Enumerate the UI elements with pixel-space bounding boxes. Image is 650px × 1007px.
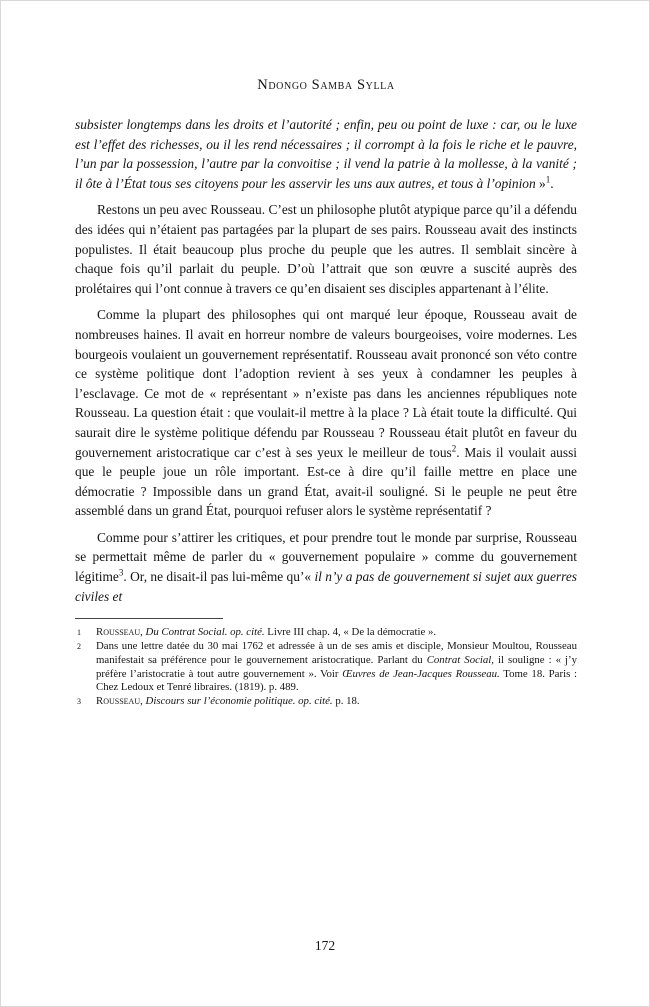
text-segment: . [550,175,554,191]
text-segment: . Or, ne disait-il pas lui-même qu’« [123,569,315,585]
text-segment: Œuvres de Jean-Jacques Rousseau. [342,667,500,680]
footnote-number: 3 [77,697,81,707]
paragraph [75,305,577,521]
text-segment: il n’y a pas de gouvernement si sujet aux guerres civiles et [75,569,577,604]
footnote-number: 2 [77,642,81,652]
page-number: 172 [314,938,336,953]
running-head: Ndongo Samba Sylla [257,77,395,93]
text-segment: p. 18. [332,695,360,708]
text-segment: Du Contrat Social. op. cité. [145,626,265,639]
footnote-separator [75,618,223,619]
footnote-reference: 3 [118,567,124,578]
text-segment: , il souligne : « j’y préfère l’aristocratie à tout autre gouvernement ». Voir [96,653,577,680]
text-segment: Rousseau [96,695,141,708]
footnotes [75,626,577,709]
text-segment: Comme la plupart des philosophes qui ont marqué leur époque, Rousseau avait de nombreuses haines. Il avait en horreur nombre de valeurs bourgeoises, voire modernes. Les bourgeois voulaient un gouvernement représentatif. Rousseau avait prononcé son véto contre ce système politique dont l’adoption revient à ses yeux à condamner les peuples à l’esclavage. Ce mot de « représentant » n’existe pas dans les anciennes républiques note Rousseau. La question était : que voulait-il mettre à la place ? Là était toute la difficulté. Qui saurait dire le système politique défendu par Rousseau ? Rousseau était plutôt en faveur du gouvernement aristocratique car c’est à ses yeux le meilleur de tous [75,307,577,460]
footnote-reference: 2 [451,443,457,454]
paragraph [75,200,577,298]
text-segment: subsister longtemps dans les droits et l’autorité ; enfin, peu ou point de luxe : car, ou le luxe est l’effet des richesses, ou il les rend nécessaires ; il corrompt à la fois le riche et le pauvre, l’un par la possession, l’autre par la convoitise ; il vend la patrie à la mollesse, à la vanité ; il ôte à l’État tous ses citoyens pour les asservir les uns aux autres, et tous à l’opinion [75,117,577,191]
text-segment: , [140,626,146,639]
text-segment: » [535,175,546,191]
body-text [75,115,577,606]
footnote [75,695,577,709]
text-segment: . Mais il voulait aussi que le peuple joue un rôle important. Est-ce à dire qu’il faille mettre en place une démocratie ? Impossible dans un grand État, avait-il souligné. Si le peuple ne peut être assemblé dans un grand État, pourquoi refuser alors le système représentatif ? [75,444,577,519]
footnote-reference: 1 [545,174,551,185]
paragraph [75,115,577,193]
text-segment: Comme pour s’attirer les critiques, et pour prendre tout le monde par surprise, Rousseau se permettait même de parler du « gouvernement populaire » comme du gouvernement légitime [75,529,577,585]
text-segment: Dans une lettre datée du 30 mai 1762 et adressée à un de ses amis et disciple, Monsieur Moultou, Rousseau manifestait sa préférence pour le gouvernement aristocratique. Parlant du [96,640,577,666]
text-segment: Restons un peu avec Rousseau. C’est un philosophe plutôt atypique parce qu’il a défendu des idées qui n’étaient pas partagées par la plupart de ses pairs. Rousseau avait des instincts populistes. Il était beaucoup plus proche du peuple que les autres. Il semblait sincère à chaque fois qu’il parlait du peuple. D’où l’attrait que son œuvre a suscité auprès des prolétaires qui l’ont connue à travers ce qu’en disaient ses disciples appartenant à l’élite. [75,202,577,296]
text-segment: Tome 18. Paris : Chez Ledoux et Tenré libraires. (1819). p. 489. [96,667,578,694]
footnote [75,626,577,640]
text-segment: , [140,695,146,708]
paragraph [75,528,577,606]
text-segment: Discours sur l’économie politique. op. cité. [145,695,333,708]
text-segment: Livre III chap. 4, « De la démocratie ». [264,626,437,639]
footnote [75,640,577,695]
text-segment: Contrat Social [426,653,492,666]
text-segment: Rousseau [96,626,141,639]
footnote-number: 1 [77,628,81,638]
